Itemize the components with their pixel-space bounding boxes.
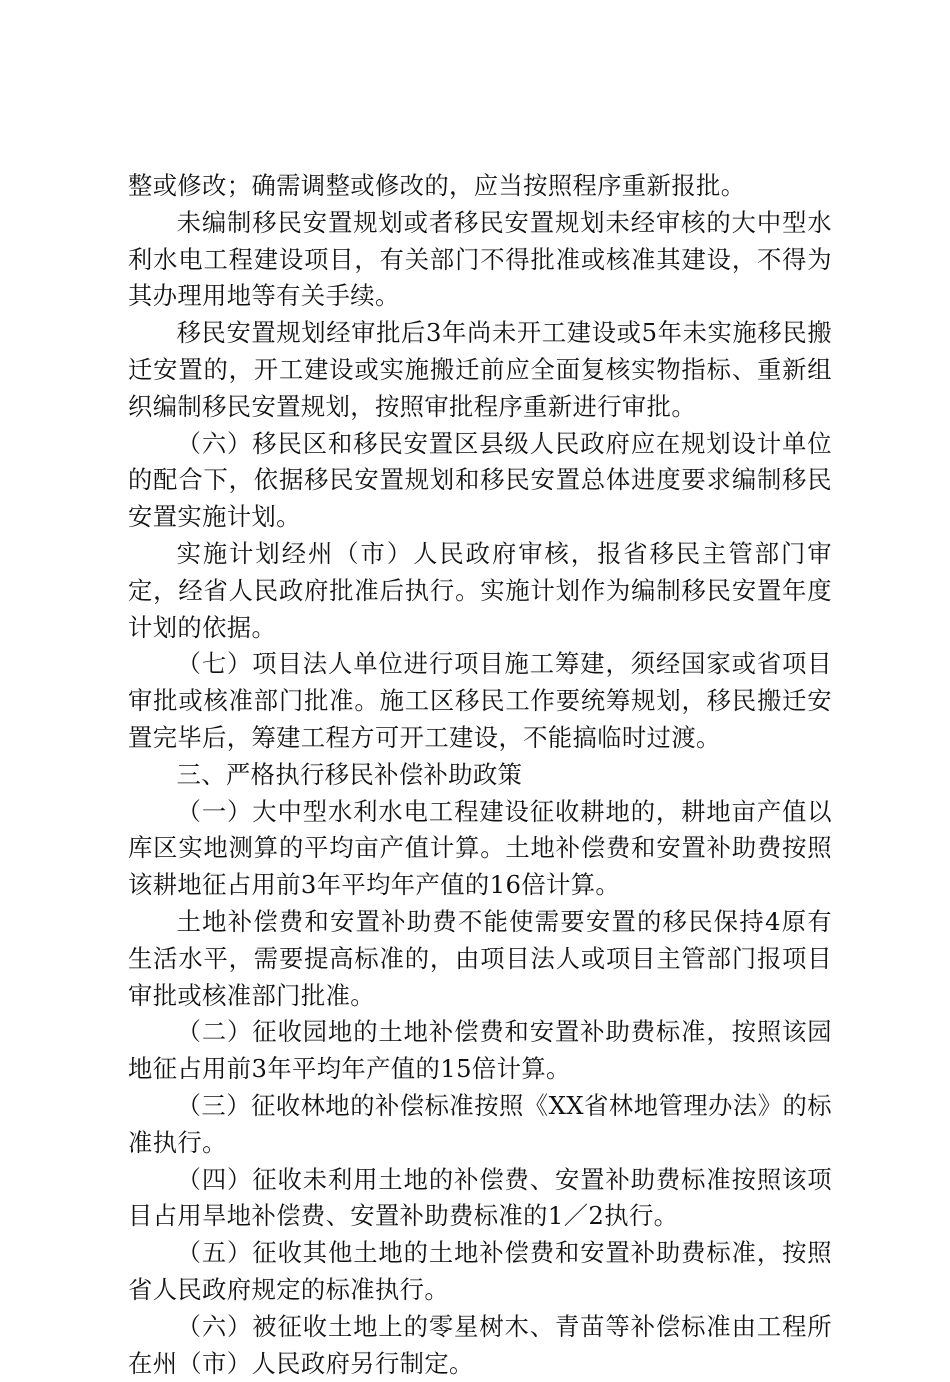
paragraph: 移民安置规划经审批后3年尚未开工建设或5年未实施移民搬迁安置的，开工建设或实施搬迁前应全面复核实物指标、重新组织编制移民安置规划，按照审批程序重新进行审批。 (128, 318, 832, 421)
paragraph: 未编制移民安置规划或者移民安置规划未经审核的大中型水利水电工程建设项目，有关部门不得批准或核准其建设，不得为其办理用地等有关手续。 (128, 207, 832, 311)
paragraph: （二）征收园地的土地补偿费和安置补助费标准，按照该园地征占用前3年平均年产值的15倍计算。 (128, 1017, 832, 1084)
paragraph: 土地补偿费和安置补助费不能使需要安置的移民保持4原有生活水平，需要提高标准的，由项目法人或项目主管部门报项目审批或核准部门批准。 (128, 906, 832, 1010)
section-heading: 三、严格执行移民补偿补助政策 (176, 759, 523, 789)
paragraph: （六）移民区和移民安置区县级人民政府应在规划设计单位的配合下，依据移民安置规划和移民安置总体进度要求编制移民安置实施计划。 (128, 428, 832, 532)
document-body (128, 168, 832, 1382)
paragraph: （七）项目法人单位进行项目施工筹建，须经国家或省项目审批或核准部门批准。施工区移民工作要统筹规划，移民搬迁安置完毕后，筹建工程方可开工建设，不能搞临时过渡。 (128, 649, 832, 752)
paragraph: （六）被征收土地上的零星树木、青苗等补偿标准由工程所在州（市）人民政府另行制定。 (128, 1311, 832, 1378)
paragraph: （五）征收其他土地的土地补偿费和安置补助费标准，按照省人民政府规定的标准执行。 (128, 1238, 832, 1304)
paragraph: 实施计划经州（市）人民政府审核，报省移民主管部门审定，经省人民政府批准后执行。实施计划作为编制移民安置年度计划的依据。 (128, 538, 832, 642)
paragraph: （四）征收未利用土地的补偿费、安置补助费标准按照该项目占用旱地补偿费、安置补助费标准的1／2执行。 (128, 1164, 832, 1231)
paragraph: （一）大中型水利水电工程建设征收耕地的，耕地亩产值以库区实地测算的平均亩产值计算。土地补偿费和安置补助费按照该耕地征占用前3年平均年产值的16倍计算。 (128, 796, 832, 900)
paragraph: （三）征收林地的补偿标准按照《XX省林地管理办法》的标准执行。 (128, 1090, 832, 1157)
paragraph-continuation: 整或修改；确需调整或修改的，应当按照程序重新报批。 (128, 171, 746, 200)
